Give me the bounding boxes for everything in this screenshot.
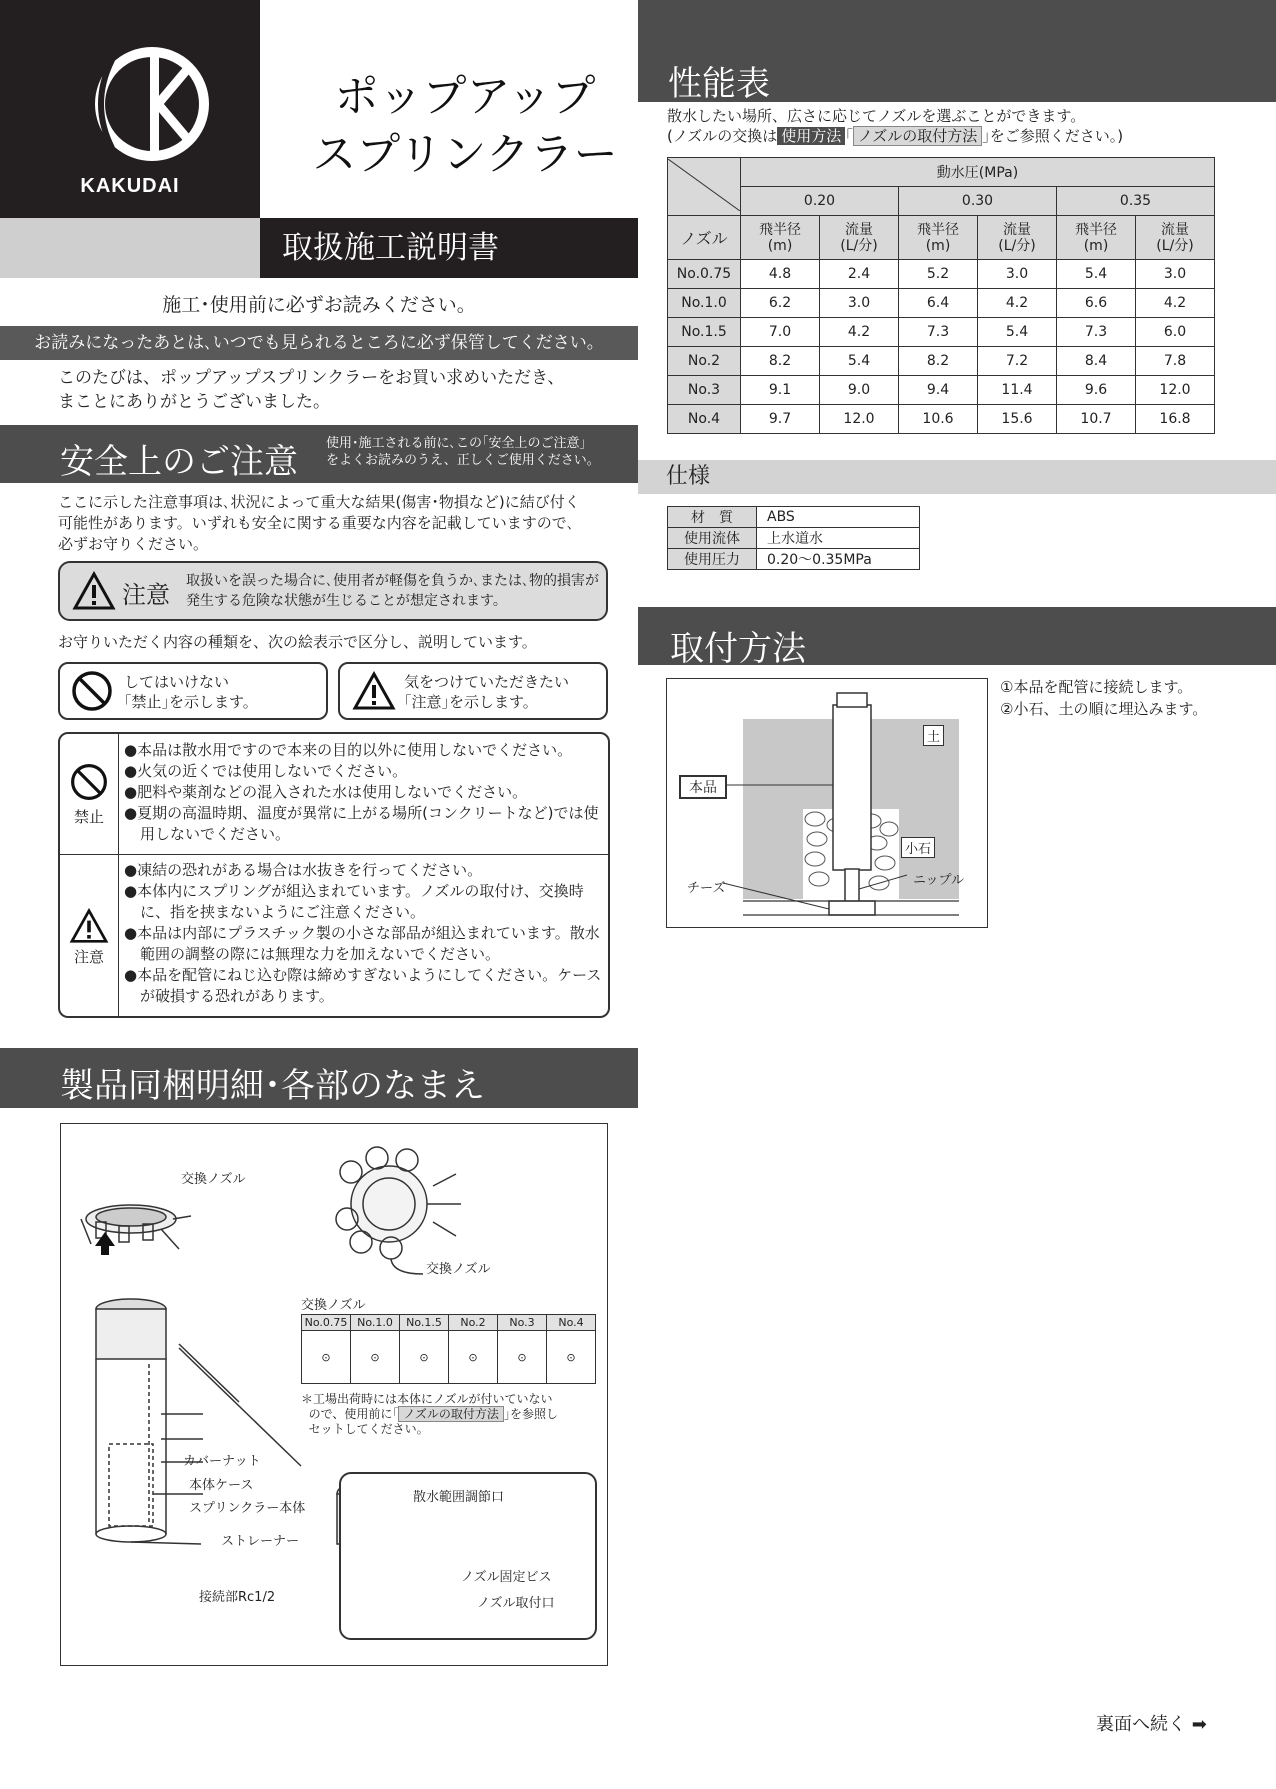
caution-symbol-box: 気をつけていただきたい ｢注意｣を示します。 — [338, 662, 608, 720]
list-item: ●本品は散水用ですので本来の目的以外に使用しないでください。 — [124, 741, 573, 759]
list-item: ①本品を配管に接続します。 — [1000, 678, 1193, 696]
nozzle-size-table: No.0.75 No.1.0 No.1.5 No.2 No.3 No.4 ⊙ ⊙ ⊙ ⊙ ⊙ ⊙ — [301, 1314, 596, 1384]
safety-intro: ここに示した注意事項は､状況によって重大な結果(傷害･物損など)に結び付く 可能性があります。いずれも安全に関する重要な内容を記載していますので､ 必ずお守りください。 — [58, 493, 580, 553]
safety-heading: 安全上のご注意 — [60, 442, 298, 482]
brand-name: KAKUDAI — [80, 175, 180, 197]
nozzle-icon: ⊙ — [302, 1331, 351, 1384]
factory-note: ＊工場出荷時には本体にノズルが付いていない ので、使用前に｢ ノズルの取付方法 ｣を参照し セットしてください。 — [301, 1392, 558, 1436]
list-item: ●肥料や薬剤などの混入された水は使用しないでください。 — [124, 783, 528, 801]
prohibit-icon — [69, 762, 109, 802]
install-section-header — [638, 607, 1276, 669]
caution-list — [124, 860, 604, 1007]
warning-triangle-icon — [352, 671, 396, 711]
soil-label: 土 — [923, 725, 944, 746]
performance-heading: 性能表 — [668, 64, 770, 104]
list-item: ●本品を配管にねじ込む際は締めすぎないようにしてください。ケースが破損する恐れがあります。 — [124, 966, 602, 1005]
parts-section-header — [0, 1048, 638, 1108]
sprinkler-body-label: スプリンクラー本体 — [189, 1501, 306, 1516]
nozzle-icon: ⊙ — [547, 1331, 596, 1384]
list-item: ②小石、土の順に埋込みます。 — [1000, 700, 1208, 718]
performance-table: 動水圧(MPa) 0.20 0.30 0.35 ノズル 飛半径 (m) 流量 (L/分) 飛半径 (m) 流量 (L/分) 飛半径 (m) 流量 (L/分) No.0.75 4.8 2.4 5.2 3.0 5.4 3.0 No.1.0 6.2 3.0 6.4 4.2 6.6 4.2 No.1.5 7.0 4.2 7.3 5.4 7.3 6.0 No.2 8.2 5.4 8.2 7.2 8.4 7.8 No.3 9.1 9.0 9.4 11.4 9.6 12.0 No.4 9.7 12.0 10.6 15.6 10.7 16.8 — [667, 157, 1215, 434]
nozzle-label-table: 交換ノズル — [301, 1298, 366, 1313]
safety-subtext: 使用･施工される前に､この｢安全上のご注意｣ をよくお読みのうえ、正しくご使用ください。 — [326, 436, 600, 468]
nozzle-icon: ⊙ — [400, 1331, 449, 1384]
nozzle-label-top: 交換ノズル — [181, 1172, 246, 1187]
tee-label: チーズ — [687, 881, 726, 896]
list-item: ●夏期の高温時期、温度が異常に上がる場所(コンクリートなど)では使用しないでください。 — [124, 804, 599, 843]
pebble-label: 小石 — [901, 837, 935, 858]
warning-triangle-icon — [69, 908, 109, 944]
table-row: No.4 9.7 12.0 10.6 15.6 10.7 16.8 — [668, 405, 1215, 434]
install-diagram — [666, 678, 988, 928]
thanks-message: このたびは、ポップアップスプリンクラーをお買い求めいただき、 まことにありがとうございました。 — [58, 368, 565, 412]
prohibit-list — [124, 740, 604, 845]
table-row: No.0.75 4.8 2.4 5.2 3.0 5.4 3.0 — [668, 260, 1215, 289]
read-before-notice: 施工･使用前に必ずお読みください。 — [162, 294, 476, 316]
nozzle-icon: ⊙ — [449, 1331, 498, 1384]
list-item: ●火気の近くでは使用しないでください。 — [124, 762, 408, 780]
keep-notice: お読みになったあとは､いつでも見られるところに必ず保管してください。 — [0, 326, 638, 360]
strainer-label: ストレーナー — [221, 1534, 300, 1549]
nipple-label: ニップル — [913, 873, 964, 888]
connection-label: 接続部Rc1/2 — [199, 1590, 276, 1605]
safety-section-header — [0, 425, 638, 483]
table-row: No.1.5 7.0 4.2 7.3 5.4 7.3 6.0 — [668, 318, 1215, 347]
table-row: No.2 8.2 5.4 8.2 7.2 8.4 7.8 — [668, 347, 1215, 376]
body-case-label: 本体ケース — [189, 1478, 254, 1493]
performance-section-header — [638, 38, 1276, 102]
caution-label: 注意 — [122, 581, 170, 609]
table-row: 使用流体 上水道水 — [668, 528, 920, 549]
parts-diagram — [60, 1123, 608, 1666]
spec-table — [667, 506, 920, 570]
adjust-port-label: 散水範囲調節口 — [413, 1490, 505, 1505]
cover-nut-label: カバーナット — [183, 1454, 261, 1469]
prohibit-label: 禁止 — [73, 808, 104, 826]
product-title: ポップアップ スプリンクラー — [312, 71, 618, 180]
caution-definition — [58, 561, 608, 621]
nozzle-icon: ⊙ — [351, 1331, 400, 1384]
performance-description: 散水したい場所、広さに応じてノズルを選ぶことができます。 (ノズルの交換は 使用方法 ｢ ノズルの取付方法 ｣をご参照ください。) — [667, 107, 1124, 145]
diagonal-header-icon — [668, 159, 740, 211]
caution-label: 注意 — [73, 948, 104, 966]
table-row: 使用圧力 0.20〜0.35MPa — [668, 549, 920, 570]
nozzle-icon: ⊙ — [498, 1331, 547, 1384]
arrow-right-icon: ➡ — [1191, 1714, 1207, 1735]
caution-description: 取扱いを誤った場合に､使用者が軽傷を負うか､または､物的損害が 発生する危険な状態が生じることが想定されます。 — [186, 573, 599, 609]
fix-screw-label: ノズル固定ビス — [461, 1570, 552, 1585]
install-heading: 取付方法 — [670, 629, 806, 669]
product-label: 本品 — [679, 775, 727, 799]
continue-notice: 裏面へ続く ➡ — [1096, 1714, 1207, 1735]
list-item: ●本体内にスプリングが組込まれています。ノズルの取付け、交換時に、指を挟まないようにご注意ください。 — [124, 882, 584, 921]
header-gray-band — [0, 218, 260, 278]
prohibit-icon — [70, 669, 114, 713]
spec-heading: 仕様 — [638, 460, 1276, 494]
install-steps — [1000, 676, 1207, 720]
list-item: ●凍結の恐れがある場合は水抜きを行ってください。 — [124, 861, 483, 879]
table-row: No.3 9.1 9.0 9.4 11.4 9.6 12.0 — [668, 376, 1215, 405]
symbol-classification-text: お守りいただく内容の種類を、次の絵表示で区分し、説明しています。 — [58, 633, 537, 651]
table-row: No.1.0 6.2 3.0 6.4 4.2 6.6 4.2 — [668, 289, 1215, 318]
safety-rules-box — [58, 732, 610, 1018]
manual-title: 取扱施工説明書 — [260, 218, 638, 278]
prohibit-symbol-box: してはいけない ｢禁止｣を示します。 — [58, 662, 328, 720]
list-item: ●本品は内部にプラスチック製の小さな部品が組込まれています。散水範囲の調整の際には無理な力を加えないでください。 — [124, 924, 600, 963]
warning-triangle-icon — [72, 571, 116, 611]
parts-heading: 製品同梱明細･各部のなまえ — [60, 1066, 485, 1106]
table-row: 材 質 ABS — [668, 507, 920, 528]
nozzle-port-label: ノズル取付口 — [477, 1596, 555, 1611]
top-right-band — [638, 0, 1276, 38]
nozzle-label-right: 交換ノズル — [426, 1262, 491, 1277]
